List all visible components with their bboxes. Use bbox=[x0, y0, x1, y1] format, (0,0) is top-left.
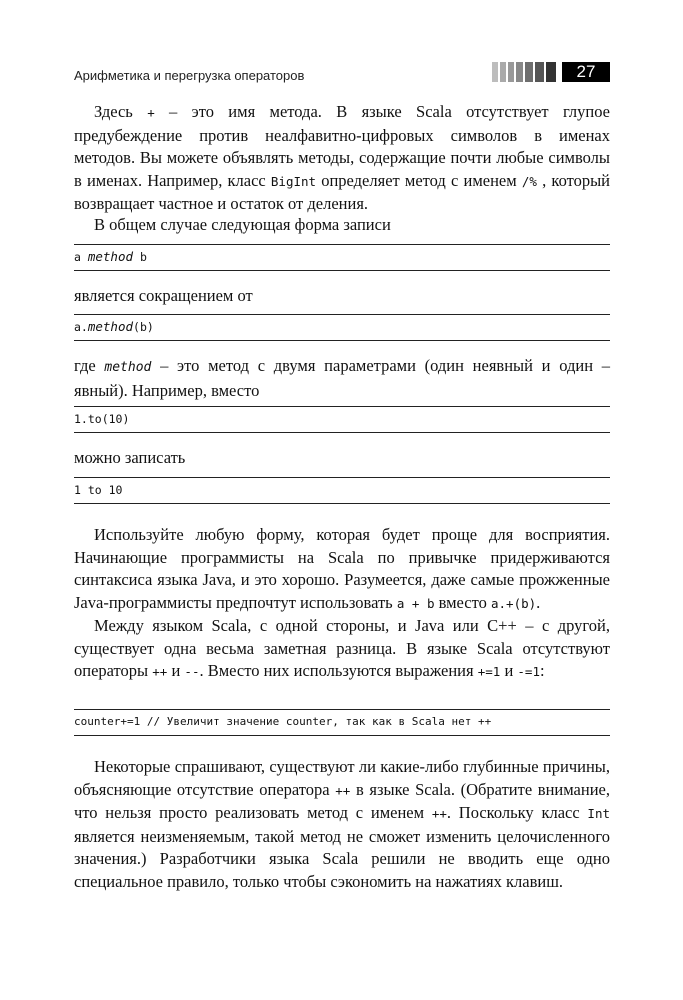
inline-code: /% bbox=[521, 173, 537, 189]
inline-code: +=1 bbox=[477, 664, 501, 680]
paragraph-5: можно записать bbox=[74, 448, 186, 467]
running-head: Арифметика и перегрузка операторов bbox=[74, 68, 305, 83]
code-block-4: 1 to 10 bbox=[74, 477, 610, 504]
paragraph-4: где method – это метод с двумя параметрами (один неявный и один – явный). Например, вместо bbox=[74, 356, 610, 400]
page-body bbox=[74, 101, 610, 894]
inline-code: -=1 bbox=[517, 664, 540, 680]
inline-code: ++ bbox=[152, 664, 168, 680]
inline-code: -- bbox=[184, 664, 200, 680]
paragraph-3: является сокращением от bbox=[74, 286, 253, 305]
paragraph-7: Между языком Scala, с одной стороны, и Java или C++ – с другой, существует одна весьма заметная разница. В языке Scala отсутствуют операторы ++ и --. Вместо них используются выражения +=1 и -=1: bbox=[74, 616, 610, 681]
code-block-1: a method b bbox=[74, 244, 610, 271]
code-block-2: a.method(b) bbox=[74, 314, 610, 341]
inline-code: ++ bbox=[431, 806, 447, 822]
paragraph-2: В общем случае следующая форма записи bbox=[94, 215, 391, 234]
inline-code: + bbox=[147, 105, 155, 120]
inline-code: BigInt bbox=[270, 173, 317, 189]
inline-code: a.+(b) bbox=[491, 595, 537, 611]
inline-code: a + b bbox=[396, 595, 435, 611]
inline-code: Int bbox=[587, 806, 610, 822]
header-decoration-bars bbox=[492, 62, 559, 82]
page-number: 27 bbox=[562, 62, 610, 82]
inline-code: ++ bbox=[335, 782, 351, 798]
paragraph-6: Используйте любую форму, которая будет проще для восприятия. Начинающие программисты на Scala по привычке придерживаются синтаксиса языка Java, и это хорошо. Разумеется, даже самые прожженные Java-программисты предпочтут использовать a + b вместо a.+(b). bbox=[74, 525, 610, 612]
paragraph-1: Здесь + – это имя метода. В языке Scala отсутствует глупое предубеждение против неалфавитно-цифровых символов в именах методов. Вы можете объявлять методы, содержащие почти любые символы в именах. Например, класс BigInt определяет метод с именем /% , который возвращает частное и остаток от деления. bbox=[74, 102, 611, 214]
code-block-3: 1.to(10) bbox=[74, 406, 610, 433]
paragraph-8: Некоторые спрашивают, существуют ли какие-либо глубинные причины, объясняющие отсутствие оператора ++ в языке Scala. (Обратите внимание, что нельзя просто реализовать метод с именем ++. Поскольку класс Int является неизменяемым, такой метод не сможет изменить целочисленного значения.) Разработчики языка Scala решили не вводить еще одно специальное правило, только чтобы сэкономить на нажатиях клавиш. bbox=[74, 757, 610, 891]
code-block-5: counter+=1 // Увеличит значение counter, так как в Scala нет ++ bbox=[74, 709, 610, 736]
